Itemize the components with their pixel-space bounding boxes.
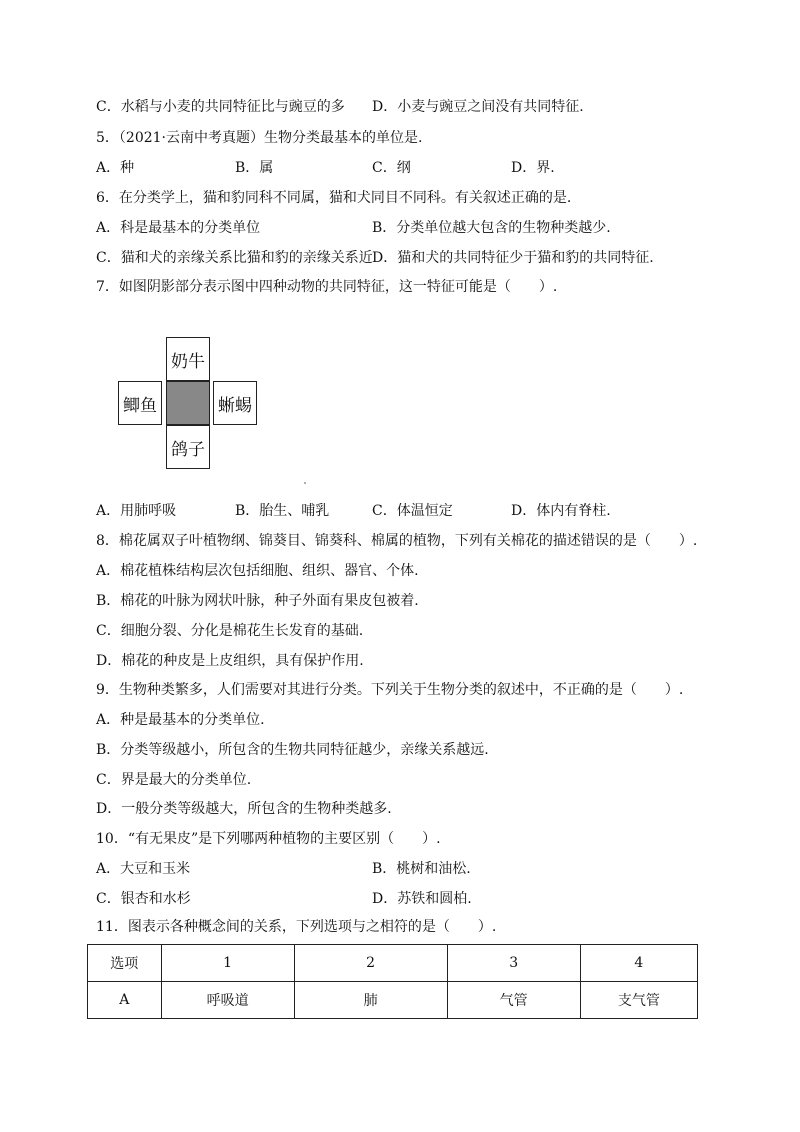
table-header-row	[88, 945, 698, 982]
table-cell: 气管	[447, 982, 580, 1019]
q9-option-a: A．种是最基本的分类单位.	[96, 712, 265, 728]
q10-option-a: A．大豆和玉米	[96, 861, 191, 877]
q6-stem: 6．在分类学上，猫和豹同科不同属，猫和犬同目不同科。有关叙述正确的是.	[96, 190, 572, 206]
diagram-cell-right: 蜥蜴	[213, 381, 257, 425]
table-header-cell: 3	[447, 945, 580, 982]
table-header-cell: 选项	[88, 945, 162, 982]
q10-option-c: C．银杏和水杉	[96, 891, 191, 907]
diagram-shaded-center	[166, 381, 210, 425]
table-header-cell: 1	[161, 945, 294, 982]
q8-option-d: D．棉花的种皮是上皮组织，具有保护作用.	[96, 653, 364, 669]
table-header-cell: 4	[580, 945, 697, 982]
table-cell: A	[88, 982, 162, 1019]
stray-dot	[304, 482, 306, 484]
q6-option-b: B．分类单位越大包含的生物种类越少.	[372, 220, 611, 236]
table-row	[88, 982, 698, 1019]
q10-option-b: B．桃树和油松.	[372, 861, 471, 877]
q4-option-c: C．水稻与小麦的共同特征比与豌豆的多	[96, 99, 345, 115]
table-header-cell: 2	[294, 945, 447, 982]
q7-option-c: C．体温恒定	[372, 503, 453, 519]
q5-option-b: B．属	[235, 160, 274, 176]
table-cell: 支气管	[580, 982, 697, 1019]
q10-option-d: D．苏铁和圆柏.	[372, 891, 472, 907]
q5-option-c: C．纲	[372, 160, 411, 176]
q5-option-a: A．种	[96, 160, 135, 176]
diagram-cell-bottom: 鸽子	[166, 425, 210, 469]
q10-stem: 10．“有无果皮”是下列哪两种植物的主要区别（ ）.	[96, 831, 441, 847]
q8-option-b: B．棉花的叶脉为网状叶脉，种子外面有果皮包被着.	[96, 593, 419, 609]
q8-stem: 8．棉花属双子叶植物纲、锦葵目、锦葵科、棉属的植物，下列有关棉花的描述错误的是（ ）.	[96, 533, 698, 549]
q9-stem: 9．生物种类繁多，人们需要对其进行分类。下列关于生物分类的叙述中，不正确的是（ ）.	[96, 682, 684, 698]
q8-option-c: C．细胞分裂、分化是棉花生长发育的基础.	[96, 623, 364, 639]
q5-stem: 5．（2021·云南中考真题）生物分类最基本的单位是.	[96, 130, 423, 146]
table-cell: 呼吸道	[161, 982, 294, 1019]
q8-option-a: A．棉花植株结构层次包括细胞、组织、器官、个体.	[96, 563, 419, 579]
q6-option-c: C．猫和犬的亲缘关系比猫和豹的亲缘关系近	[96, 250, 373, 266]
q11-stem: 11．图表示各种概念间的关系，下列选项与之相符的是（ ）.	[96, 919, 497, 935]
q6-option-d: D．猫和犬的共同特征少于猫和豹的共同特征.	[372, 250, 654, 266]
q7-option-d: D．体内有脊柱.	[511, 503, 611, 519]
q9-option-d: D．一般分类等级越大，所包含的生物种类越多.	[96, 801, 392, 817]
q4-option-d: D．小麦与豌豆之间没有共同特征.	[372, 99, 584, 115]
q9-option-b: B．分类等级越小，所包含的生物共同特征越少，亲缘关系越远.	[96, 742, 489, 758]
q7-option-a: A．用肺呼吸	[96, 503, 177, 519]
q9-option-c: C．界是最大的分类单位.	[96, 772, 252, 788]
diagram-cell-left: 鲫鱼	[118, 381, 162, 425]
q6-option-a: A．科是最基本的分类单位	[96, 220, 261, 236]
table-cell: 肺	[294, 982, 447, 1019]
diagram-cell-top: 奶牛	[166, 337, 210, 381]
q11-options-table	[87, 944, 698, 1019]
q7-option-b: B．胎生、哺乳	[235, 503, 330, 519]
q5-option-d: D．界.	[511, 160, 555, 176]
q7-stem: 7．如图阴影部分表示图中四种动物的共同特征，这一特征可能是（ ）.	[96, 279, 558, 295]
